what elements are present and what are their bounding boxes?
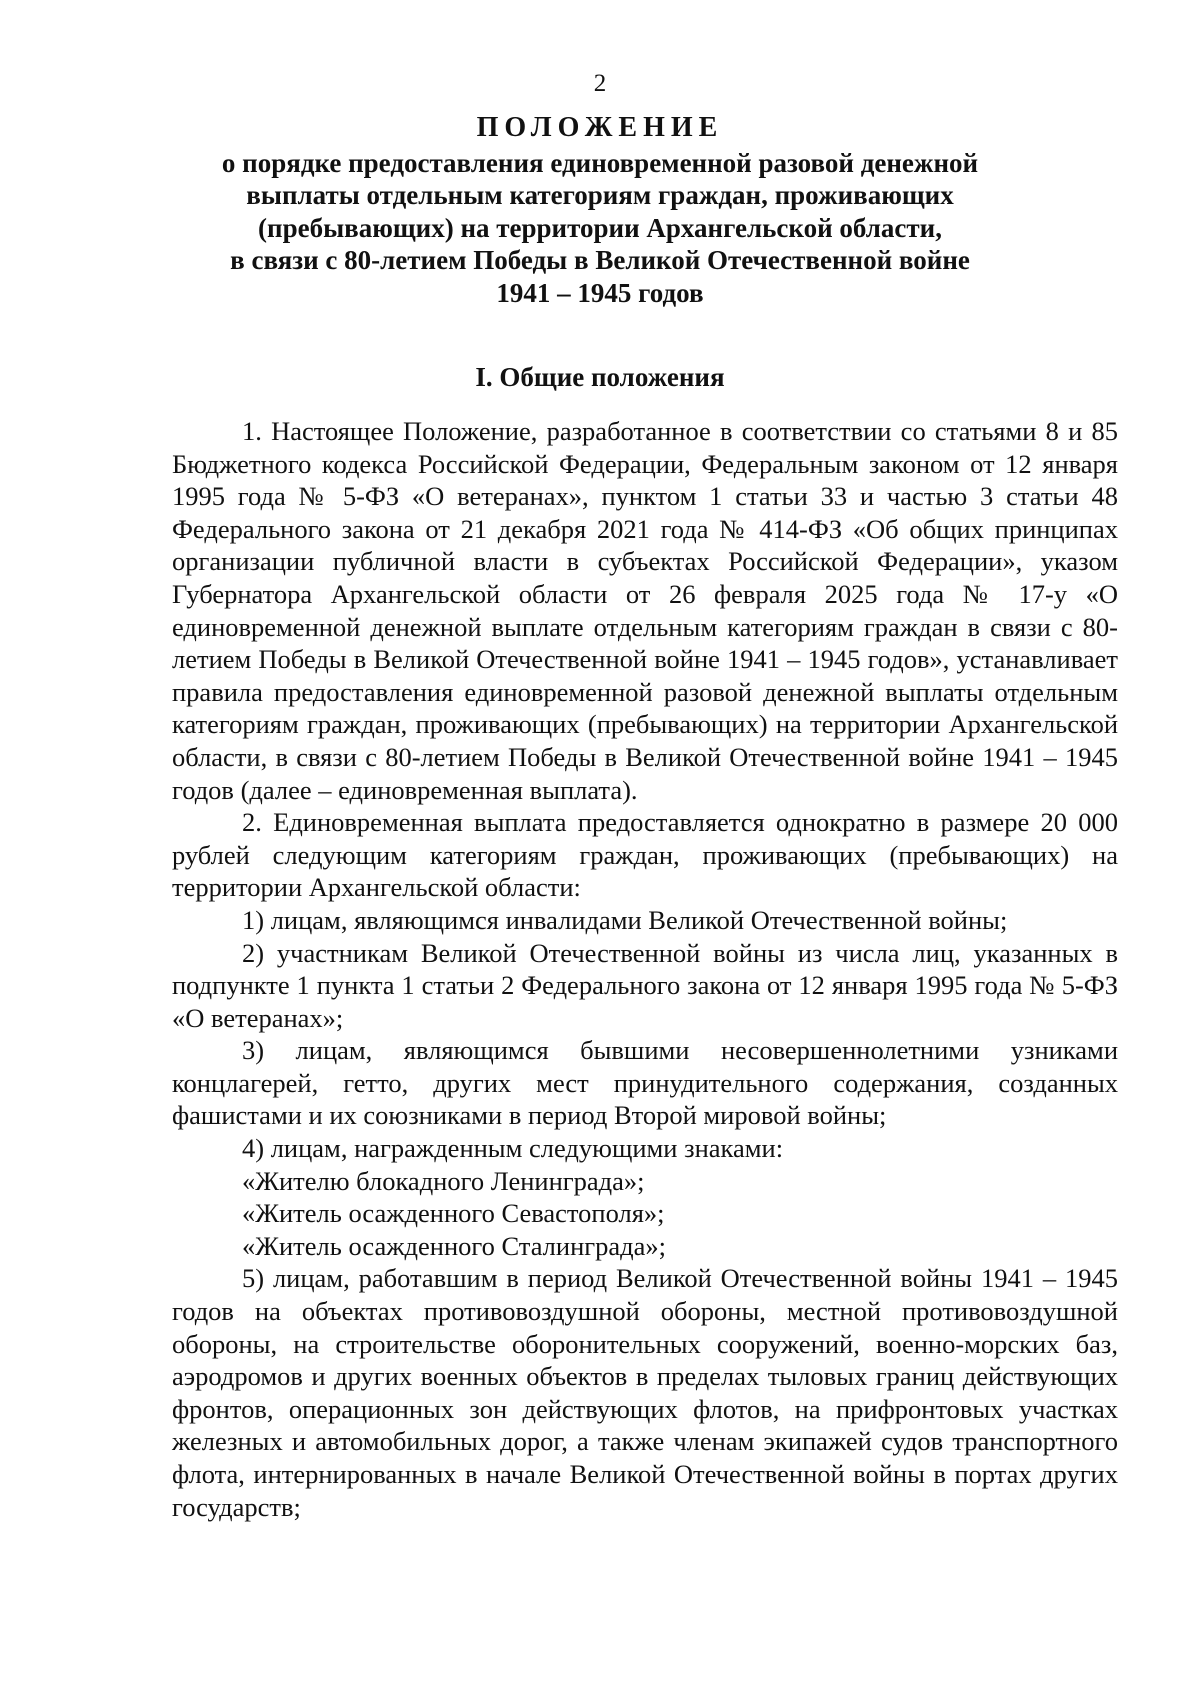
heading-line: выплаты отдельным категориям граждан, проживающих: [246, 180, 954, 210]
heading-line: о порядке предоставления единовременной разовой денежной: [221, 147, 979, 178]
list-item: 3) лицам, являющимся бывшими несовершеннолетними узниками концлагерей, гетто, других мест принудительного содержания, созданных фашистами и их союзниками в период Второй мировой войны;: [172, 1035, 1118, 1131]
heading-line: в связи с 80-летием Победы в Великой Отечественной войне: [230, 245, 970, 275]
list-item: 5) лицам, работавшим в период Великой Отечественной войны 1941 – 1945 годов на объектах противовоздушной обороны, местной противовоздушной обороны, на строительстве оборонительных сооружений, военно-морских баз, аэродромов и других военных объектов в пределах тыловых границ действующих фронтов, операционных зон действующих флотов, на прифронтовых участках железных и автомобильных дорог, а также членам экипажей судов транспортного флота, интернированных в начале Великой Отечественной войны в портах других государств;: [172, 1263, 1118, 1522]
section-title: I. Общие положения: [475, 362, 725, 392]
list-item: 2) участникам Великой Отечественной войны из числа лиц, указанных в подпункте 1 пункта 1 статьи 2 Федерального закона от 12 января 1995 года № 5-ФЗ «О ветеранах»;: [172, 937, 1118, 1033]
badge-item: «Житель осажденного Сталинграда»;: [242, 1230, 667, 1261]
heading-line: 1941 – 1945 годов: [496, 277, 704, 308]
paragraph: 2. Единовременная выплата предоставляется однократно в размере 20 000 рублей следующим категориям граждан, проживающих (пребывающих) на территории Архангельской области:: [172, 807, 1118, 903]
document-body: [172, 415, 1118, 1523]
page-number: 2: [593, 70, 607, 97]
heading-line: (пребывающих) на территории Архангельской области,: [258, 212, 942, 243]
document-title: ПОЛОЖЕНИЕ: [476, 112, 724, 143]
badge-item: «Жителю блокадного Ленинграда»;: [242, 1165, 645, 1196]
paragraph: 1. Настоящее Положение, разработанное в соответствии со статьями 8 и 85 Бюджетного кодекса Российской Федерации, Федеральным законом от 12 января 1995 года № 5-ФЗ «О ветеранах», пунктом 1 статьи 33 и частью 3 статьи 48 Федерального закона от 21 декабря 2021 года № 414-ФЗ «Об общих принципах организации публичной власти в субъектах Российской Федерации», указом Губернатора Архангельской области от 26 февраля 2025 года № 17-у «О единовременной денежной выплате отдельным категориям граждан в связи с 80-летием Победы в Великой Отечественной войне 1941 – 1945 годов», устанавливает правила предоставления единовременной разовой денежной выплаты отдельным категориям граждан, проживающих (пребывающих) на территории Архангельской области, в связи с 80-летием Победы в Великой Отечественной войне 1941 – 1945 годов (далее – единовременная выплата).: [172, 416, 1118, 805]
badge-item: «Житель осажденного Севастополя»;: [242, 1198, 665, 1229]
list-item: 4) лицам, награжденным следующими знаками:: [242, 1133, 784, 1164]
document-heading: [160, 112, 1040, 309]
list-item: 1) лицам, являющимся инвалидами Великой Отечественной войны;: [242, 904, 1008, 935]
